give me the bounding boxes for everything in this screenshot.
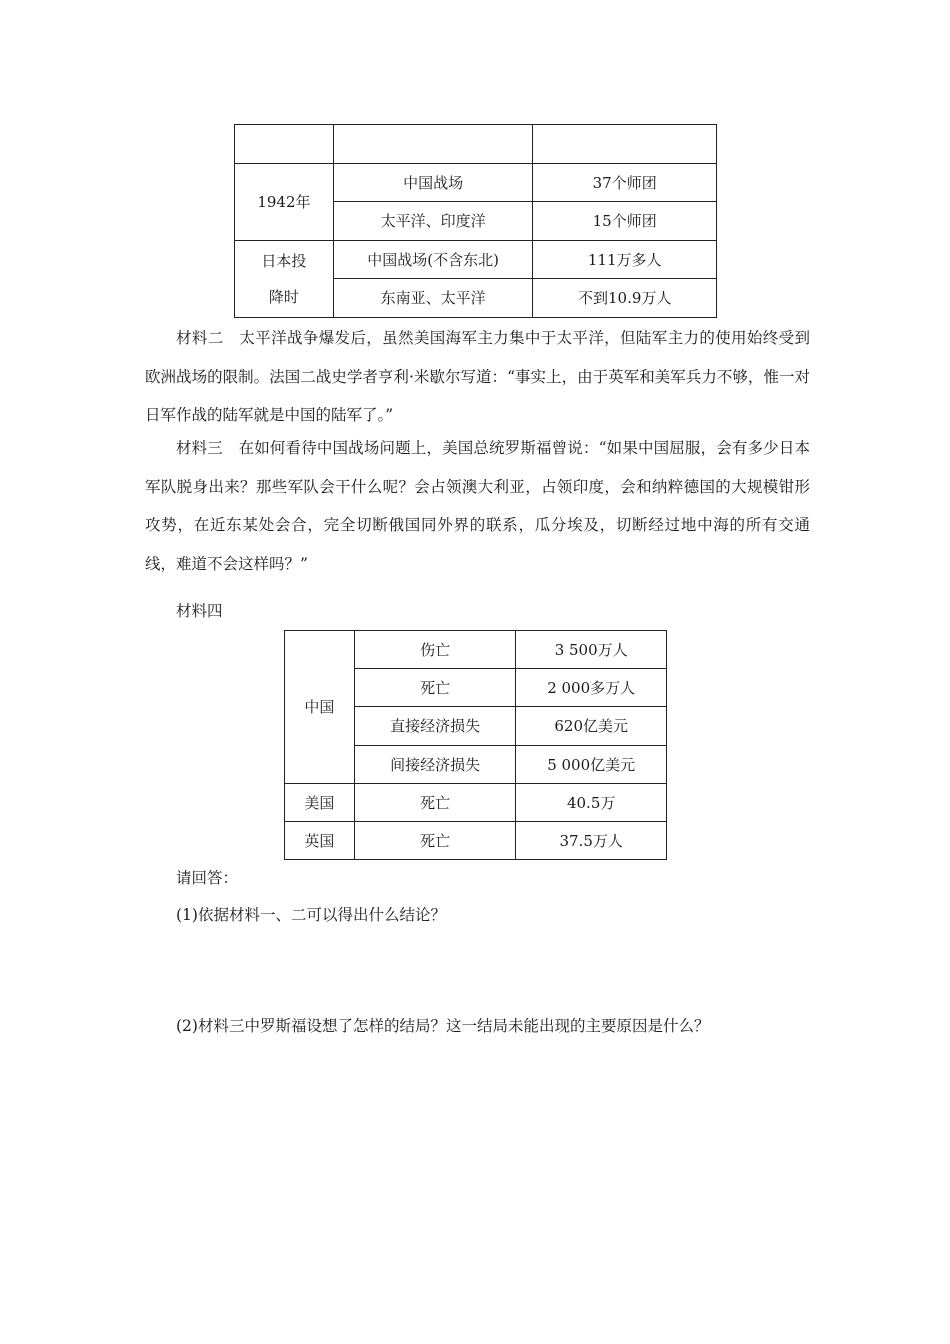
table-cell: 东南亚、太平洋 <box>333 279 533 318</box>
answer-prompt: 请回答： <box>176 869 239 887</box>
table-cell: 111万多人 <box>533 240 717 279</box>
surrender-label-line2: 降时 <box>268 287 299 306</box>
table-cell: 伤亡 <box>354 631 516 669</box>
table-cell: 40.5万 <box>516 783 667 821</box>
table-row <box>285 821 667 859</box>
material-four-label: 材料四 <box>176 602 223 620</box>
table-cell: 3 500万人 <box>516 631 667 669</box>
table-cell <box>333 125 533 164</box>
question-one: (1)依据材料一、二可以得出什么结论？ <box>176 906 446 924</box>
table-cell: 2 000多万人 <box>516 669 667 707</box>
table-cell: 死亡 <box>354 669 516 707</box>
material-two-paragraph: 材料二 太平洋战争爆发后，虽然美国海军主力集中于太平洋，但陆军主力的使用始终受到欧洲战场的限制。法国二战史学者亨利·米歇尔写道：“事实上，由于英军和美军兵力不够，惟一对日军作战的陆军就是中国的陆军了。” <box>145 329 810 424</box>
material-three-paragraph: 材料三 在如何看待中国战场问题上，美国总统罗斯福曾说：“如果中国屈服，会有多少日本军队脱身出来？那些军队会干什么呢？会占领澳大利亚，占领印度，会和纳粹德国的大规模钳形攻势，在近东某处会合，完全切断俄国同外界的联系，瓜分埃及，切断经过地中海的所有交通线，难道不会这样吗？” <box>145 439 810 573</box>
table-cell: 中国战场(不含东北) <box>333 240 533 279</box>
table-cell: 直接经济损失 <box>354 707 516 745</box>
table-cell: 15个师团 <box>533 202 717 241</box>
japan-troops-table <box>234 124 717 318</box>
china-cell: 中国 <box>285 631 355 784</box>
table-row <box>235 163 717 202</box>
table-cell: 中国战场 <box>333 163 533 202</box>
table-row <box>285 783 667 821</box>
uk-cell: 英国 <box>285 821 355 859</box>
question-two: (2)材料三中罗斯福设想了怎样的结局？这一结局未能出现的主要原因是什么？ <box>176 1017 710 1035</box>
table-row <box>235 125 717 164</box>
table-cell <box>235 125 334 164</box>
year-1942-cell: 1942年 <box>235 163 334 240</box>
table-cell: 620亿美元 <box>516 707 667 745</box>
table-cell: 死亡 <box>354 783 516 821</box>
table-cell: 5 000亿美元 <box>516 745 667 783</box>
surrender-label-line1: 日本投 <box>261 251 307 270</box>
surrender-cell <box>235 240 334 317</box>
table-cell: 37个师团 <box>533 163 717 202</box>
table-cell: 死亡 <box>354 821 516 859</box>
table-cell <box>533 125 717 164</box>
table-row <box>285 631 667 669</box>
table-cell: 不到10.9万人 <box>533 279 717 318</box>
war-losses-table <box>284 630 667 860</box>
table-row <box>235 240 717 279</box>
table-cell: 间接经济损失 <box>354 745 516 783</box>
table-cell: 37.5万人 <box>516 821 667 859</box>
table-cell: 太平洋、印度洋 <box>333 202 533 241</box>
usa-cell: 美国 <box>285 783 355 821</box>
